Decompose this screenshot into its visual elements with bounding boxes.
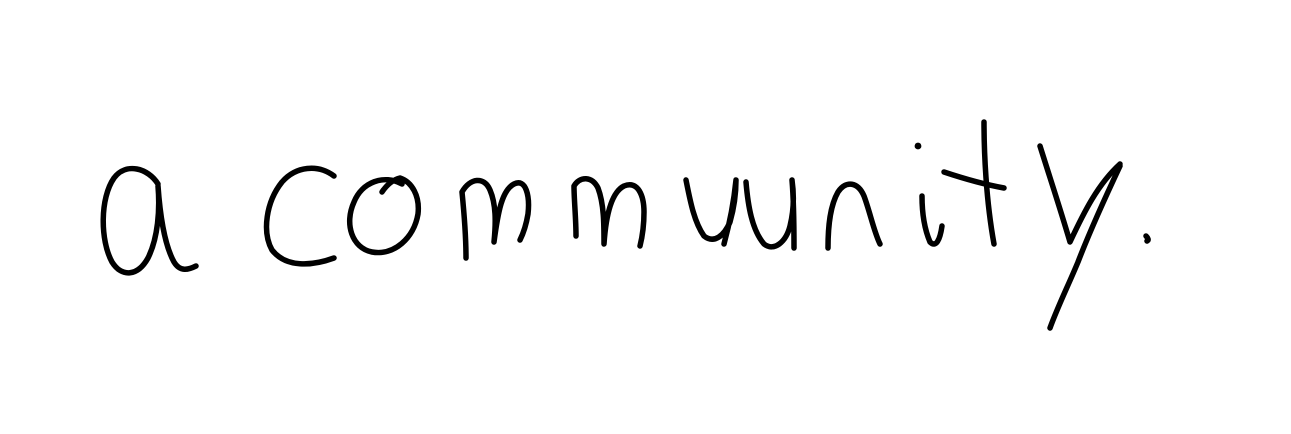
handwritten-phrase	[103, 122, 1148, 328]
letter-c	[267, 168, 334, 264]
letter-o	[350, 178, 419, 253]
letter-y	[1040, 146, 1120, 328]
letter-n	[828, 184, 880, 248]
letter-u-2	[746, 180, 794, 248]
letter-t	[944, 122, 1004, 244]
letter-i	[915, 143, 942, 244]
period-mark	[1146, 236, 1148, 241]
letter-m-2	[574, 179, 644, 246]
letter-a	[103, 169, 196, 273]
letter-u-1	[686, 180, 736, 244]
letter-m-1	[462, 180, 528, 258]
